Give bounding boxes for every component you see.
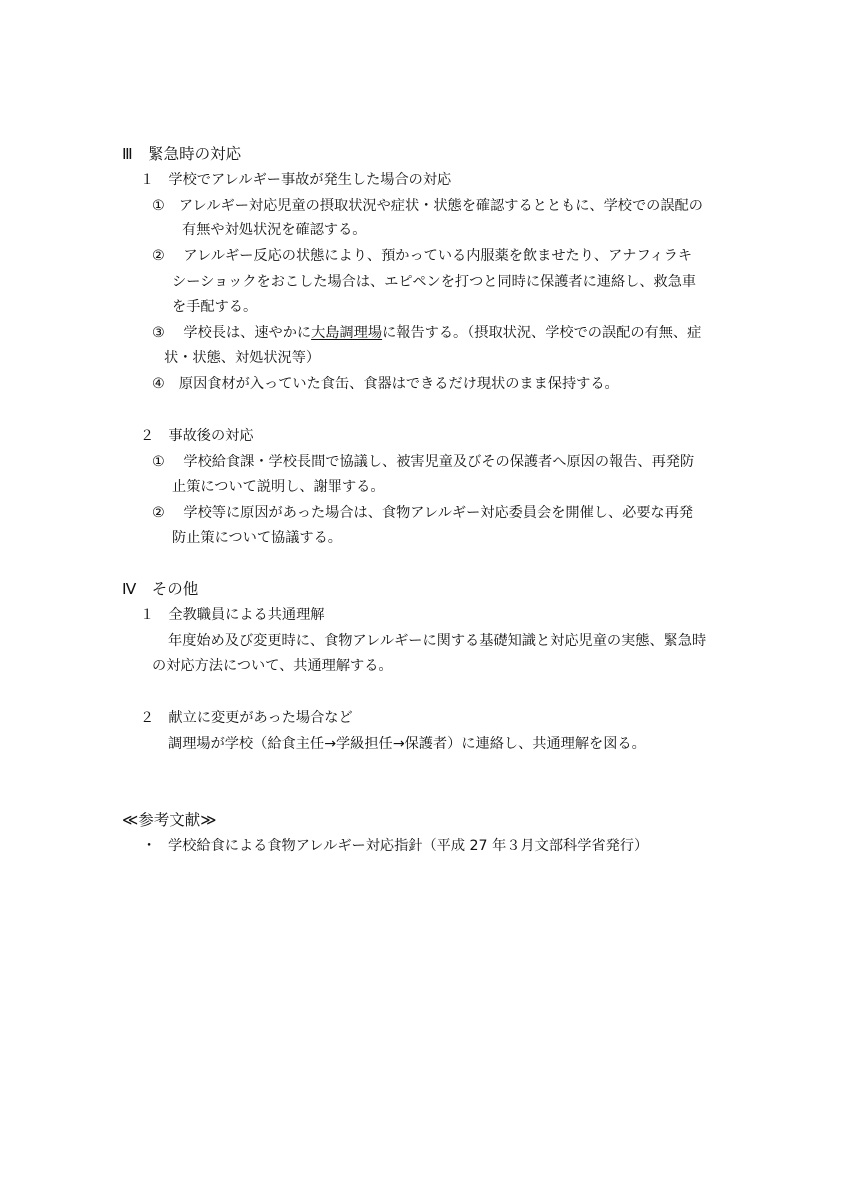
item-3-2-1-line2: 止策について説明し、謝罪する。 [172, 479, 385, 495]
item-3-2-2-line2: 防止策について協議する。 [172, 530, 342, 546]
item-3-1-3-text-b: に報告する。（摂取状況、学校での誤配の有無、症 [382, 325, 702, 341]
section-3-1-heading: １ 学校でアレルギー事故が発生した場合の対応 [140, 172, 452, 188]
reference-item: 学校給食による食物アレルギー対応指針（平成 27 年３月文部科学省発行） [168, 838, 649, 854]
section-4-2-heading: ２ 献立に変更があった場合など [140, 710, 353, 726]
references-title: ≪参考文献≫ [122, 811, 217, 829]
item-3-1-3-line1 [152, 323, 701, 343]
section-4-1-line1: 年度始め及び変更時に、食物アレルギーに関する基礎知識と対応児童の実態、緊急時 [168, 633, 707, 649]
section-4-1-heading: １ 全教職員による共通理解 [140, 607, 325, 623]
oshima-kitchen-underlined: 大島調理場 [311, 325, 383, 341]
item-3-1-4-line1: ④ 原因食材が入っていた食缶、食器はできるだけ現状のまま保持する。 [152, 376, 619, 392]
item-3-2-1-line1: ① 学校給食課・学校長間で協議し、被害児童及びその保護者へ原因の報告、再発防 [152, 454, 695, 470]
item-3-2-2-line1: ② 学校等に原因があった場合は、食物アレルギー対応委員会を開催し、必要な再発 [152, 505, 694, 521]
section-3-title: Ⅲ 緊急時の対応 [122, 145, 242, 163]
item-3-1-2-line2: シーショックをおこした場合は、エピペンを打つと同時に保護者に連絡し、救急車 [172, 274, 697, 290]
section-4-1-line2: の対応方法について、共通理解する。 [152, 658, 393, 674]
item-3-1-2-line1: ② アレルギー反応の状態により、預かっている内服薬を飲ませたり、アナフィラキ [152, 248, 693, 264]
section-3-2-heading: ２ 事故後の対応 [140, 428, 254, 444]
reference-bullet: ・ [142, 838, 157, 854]
item-3-1-2-line3: を手配する。 [172, 299, 258, 315]
item-3-1-3-line2: 状・状態、対処状況等） [164, 350, 321, 366]
item-3-1-3-text-a: ③ 学校長は、速やかに [152, 325, 312, 341]
section-4-2-line1: 調理場が学校（給食主任→学級担任→保護者）に連絡し、共通理解を図る。 [168, 736, 646, 752]
item-3-1-1-line1: ① アレルギー対応児童の摂取状況や症状・状態を確認するとともに、学校での誤配の [152, 198, 703, 214]
item-3-1-1-line2: 有無や対処状況を確認する。 [182, 222, 367, 238]
section-4-title: Ⅳ その他 [122, 580, 199, 598]
